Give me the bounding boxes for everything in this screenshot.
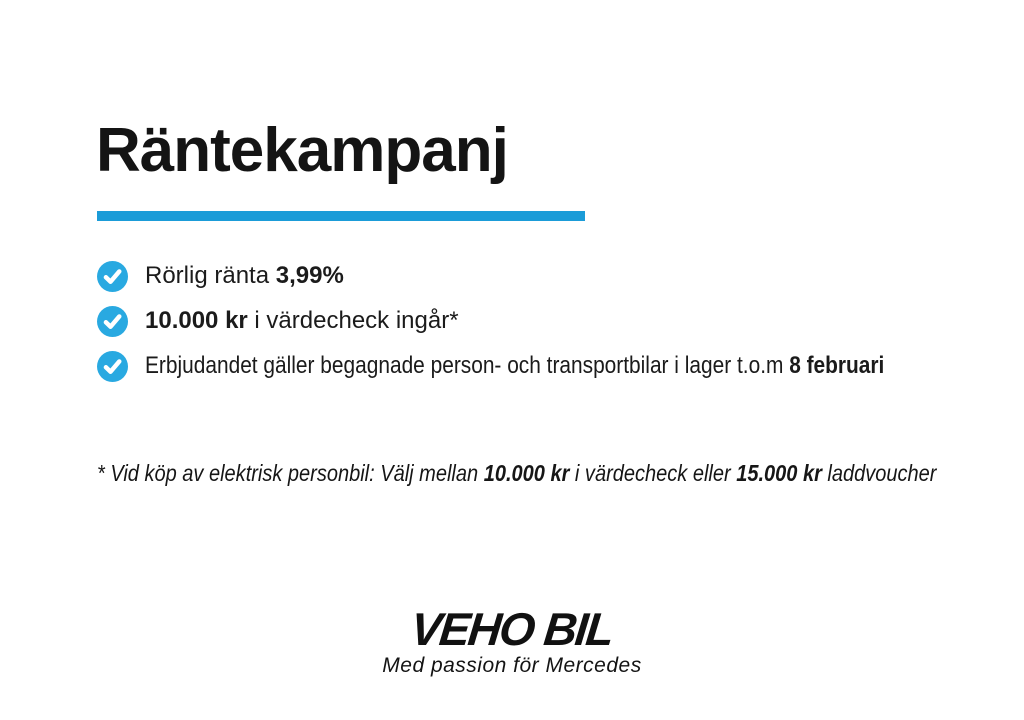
brand-logo (0, 603, 1024, 678)
bullet-text-bold: 8 februari (789, 351, 885, 379)
list-item (97, 350, 977, 382)
bullet-text-bold: 3,99% (275, 261, 344, 289)
list-item (97, 260, 977, 292)
footnote-bold: 15.000 kr (736, 460, 822, 486)
bullet-text (145, 308, 459, 334)
footnote-text (97, 460, 936, 487)
check-circle-icon (97, 351, 128, 382)
check-circle-icon (97, 261, 128, 292)
list-item (97, 305, 977, 337)
check-circle-icon (97, 306, 128, 337)
bullet-text (145, 353, 884, 379)
page-title: Räntekampanj (96, 116, 508, 185)
bullet-text-part: Rörlig ränta (145, 261, 276, 289)
footnote (97, 460, 1024, 487)
brand-logo-tagline: Med passion för Mercedes (382, 654, 642, 677)
footnote-part: i värdecheck eller (569, 460, 737, 486)
bullet-text-part: Erbjudandet gäller begagnade person- och transportbilar i lager t.o.m (145, 351, 790, 379)
footnote-part: laddvoucher (821, 460, 937, 486)
footnote-bold: 10.000 kr (483, 460, 570, 486)
bullet-text (145, 263, 344, 289)
bullet-text-bold: 10.000 kr (145, 306, 248, 334)
title-accent-bar (97, 211, 585, 221)
brand-logo-wordmark: VEHO BIL (408, 603, 616, 655)
bullet-list (97, 260, 977, 395)
bullet-text-part: i värdecheck ingår* (247, 306, 459, 334)
footnote-part: * Vid köp av elektrisk personbil: Välj mellan (97, 460, 484, 486)
